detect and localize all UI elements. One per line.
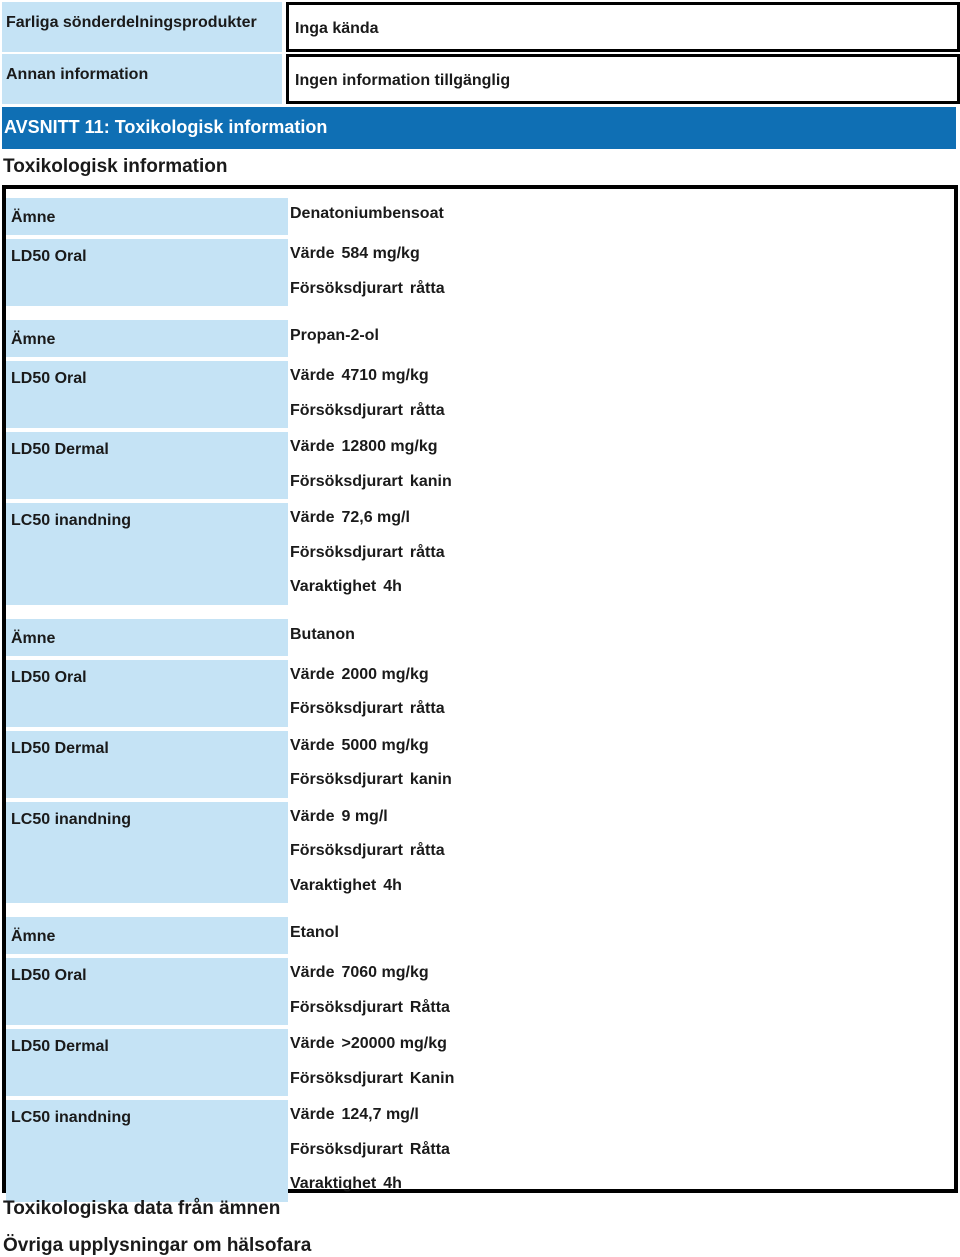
test-value-line xyxy=(290,737,429,755)
test-value-line xyxy=(290,245,420,263)
value-key: Värde xyxy=(290,1106,335,1123)
test-label: LC50 inandning xyxy=(11,512,131,529)
value-key: Värde xyxy=(290,736,335,754)
value-key: Försöksdjurart xyxy=(290,543,403,561)
value-key: Försöksdjurart xyxy=(290,771,403,788)
substance-toxicology-data-heading: Toxikologiska data från ämnen xyxy=(3,1198,281,1219)
subject-label-cell xyxy=(6,619,288,656)
test-value-line xyxy=(290,509,410,527)
value-key: Värde xyxy=(290,509,335,526)
value-key: Försöksdjurart xyxy=(290,842,403,859)
other-information-value: Ingen information tillgänglig xyxy=(286,54,960,104)
test-label: LD50 Oral xyxy=(11,967,87,984)
value-text: 4h xyxy=(383,876,402,894)
subject-label: Ämne xyxy=(11,629,56,647)
value-key: Värde xyxy=(290,438,335,455)
test-value-line xyxy=(290,842,445,860)
value-text: 4h xyxy=(383,1175,402,1192)
test-label: LD50 Oral xyxy=(11,370,87,387)
test-label: LD50 Oral xyxy=(11,248,87,265)
test-label-cell xyxy=(6,1029,288,1096)
value-text: 4710 mg/kg xyxy=(341,367,429,384)
value-text: 7060 mg/kg xyxy=(341,964,429,981)
test-value-line xyxy=(290,964,429,982)
test-label: LC50 inandning xyxy=(11,810,131,828)
decomposition-products-row xyxy=(2,2,958,52)
subject-label-cell xyxy=(6,198,288,235)
value-key: Försöksdjurart xyxy=(290,401,403,419)
value-key: Försöksdjurart xyxy=(290,1140,403,1158)
subject-label: Ämne xyxy=(11,928,56,945)
test-value-line xyxy=(290,1070,454,1088)
value-key: Försöksdjurart xyxy=(290,700,403,717)
test-label: LD50 Dermal xyxy=(11,739,109,757)
test-value-line xyxy=(290,1035,447,1053)
value-text: råtta xyxy=(409,401,445,419)
value-key: Försöksdjurart xyxy=(290,998,403,1016)
test-value-line xyxy=(290,877,402,895)
value-text: Råtta xyxy=(409,1140,450,1158)
test-value-line xyxy=(290,771,452,789)
test-label: LD50 Dermal xyxy=(11,1038,109,1055)
value-key: Värde xyxy=(290,807,335,825)
test-value-line xyxy=(290,473,452,491)
value-key: Värde xyxy=(290,1035,335,1052)
section-11-title: AVSNITT 11: Toxikologisk information xyxy=(2,107,956,149)
value-text: kanin xyxy=(409,771,452,788)
value-key: Värde xyxy=(290,367,335,384)
test-label: LD50 Dermal xyxy=(11,441,109,458)
value-text: 2000 mg/kg xyxy=(341,665,429,683)
test-value-line xyxy=(290,700,445,718)
value-text: 72,6 mg/l xyxy=(341,509,410,526)
value-key: Försöksdjurart xyxy=(290,472,403,490)
value-text: 124,7 mg/l xyxy=(341,1106,419,1123)
value-key: Varaktighet xyxy=(290,578,377,595)
substance-name: Etanol xyxy=(290,924,339,941)
value-text: råtta xyxy=(409,543,445,561)
subject-label: Ämne xyxy=(11,331,56,348)
test-value-line xyxy=(290,402,445,420)
value-text: råtta xyxy=(409,279,445,297)
value-text: 4h xyxy=(383,578,402,595)
test-value-line xyxy=(290,1141,450,1159)
test-label-cell xyxy=(6,731,288,798)
decomposition-products-label: Farliga sönderdelningsprodukter xyxy=(2,2,282,52)
test-value-line xyxy=(290,666,429,684)
value-key: Varaktighet xyxy=(290,876,377,894)
value-text: kanin xyxy=(409,472,452,490)
test-value-line xyxy=(290,367,429,385)
value-key: Försöksdjurart xyxy=(290,279,403,297)
subject-label-cell xyxy=(6,320,288,357)
test-value-line xyxy=(290,1175,402,1193)
test-value-line xyxy=(290,578,402,596)
test-label-cell xyxy=(6,432,288,499)
value-key: Värde xyxy=(290,245,335,262)
test-label-cell xyxy=(6,958,288,1025)
subject-label-cell xyxy=(6,917,288,954)
value-key: Värde xyxy=(290,964,335,981)
test-label: LD50 Oral xyxy=(11,668,87,686)
test-label-cell xyxy=(6,660,288,727)
test-label-cell xyxy=(6,802,288,904)
test-label: LC50 inandning xyxy=(11,1109,131,1126)
value-text: 9 mg/l xyxy=(341,807,388,825)
value-text: råtta xyxy=(409,700,445,717)
other-health-hazard-heading: Övriga upplysningar om hälsofara xyxy=(3,1235,312,1256)
other-information-label: Annan information xyxy=(2,54,282,104)
value-text: 584 mg/kg xyxy=(341,245,420,262)
test-value-line xyxy=(290,438,438,456)
test-value-line xyxy=(290,544,445,562)
value-text: råtta xyxy=(409,842,445,859)
test-value-line xyxy=(290,1106,419,1124)
test-label-cell xyxy=(6,361,288,428)
test-label-cell xyxy=(6,1100,288,1202)
toxicological-information-heading: Toxikologisk information xyxy=(3,156,228,177)
value-key: Värde xyxy=(290,665,335,683)
value-text: 12800 mg/kg xyxy=(341,438,438,455)
test-label-cell xyxy=(6,239,288,306)
other-information-row xyxy=(2,54,958,104)
value-key: Varaktighet xyxy=(290,1175,377,1192)
substance-name: Butanon xyxy=(290,625,355,643)
value-text: Kanin xyxy=(409,1069,455,1087)
value-text: >20000 mg/kg xyxy=(341,1035,447,1052)
decomposition-products-value: Inga kända xyxy=(286,2,960,52)
value-text: Råtta xyxy=(409,998,450,1016)
value-key: Försöksdjurart xyxy=(290,1069,403,1087)
test-value-line xyxy=(290,280,445,298)
test-value-line xyxy=(290,808,388,826)
subject-label: Ämne xyxy=(11,209,56,226)
test-value-line xyxy=(290,999,450,1017)
value-text: 5000 mg/kg xyxy=(341,736,429,754)
test-label-cell xyxy=(6,503,288,605)
substance-name: Denatoniumbensoat xyxy=(290,205,444,222)
substance-name: Propan-2-ol xyxy=(290,327,379,344)
